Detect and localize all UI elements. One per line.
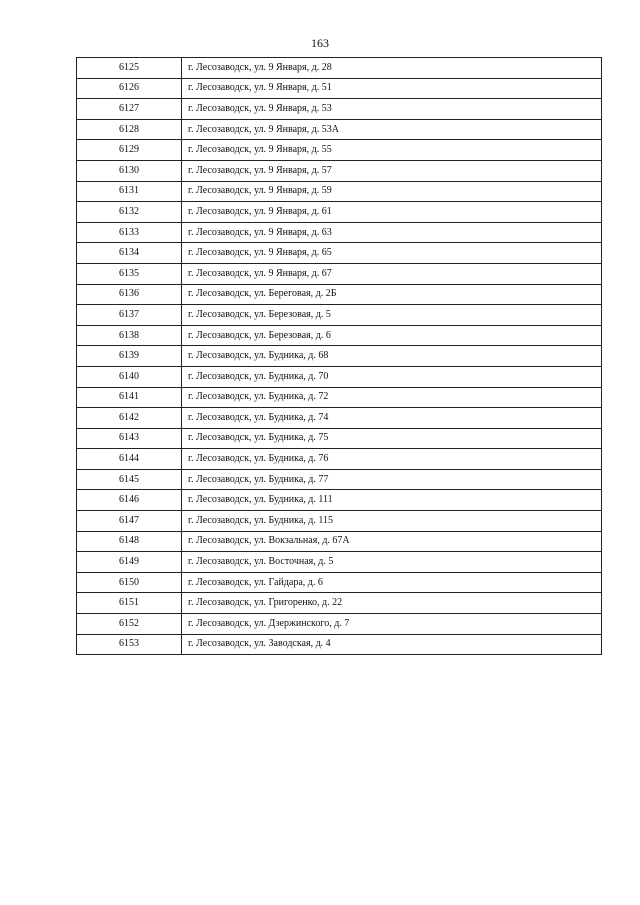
row-number: 6152 <box>77 614 182 635</box>
row-number: 6133 <box>77 222 182 243</box>
table-row <box>77 58 602 79</box>
row-address: г. Лесозаводск, ул. 9 Января, д. 59 <box>182 181 602 202</box>
row-address: г. Лесозаводск, ул. 9 Января, д. 61 <box>182 202 602 223</box>
table-row <box>77 469 602 490</box>
row-number: 6132 <box>77 202 182 223</box>
row-number: 6128 <box>77 119 182 140</box>
row-address: г. Лесозаводск, ул. 9 Января, д. 28 <box>182 58 602 79</box>
row-number: 6148 <box>77 531 182 552</box>
row-address: г. Лесозаводск, ул. Березовая, д. 5 <box>182 305 602 326</box>
row-number: 6151 <box>77 593 182 614</box>
row-number: 6131 <box>77 181 182 202</box>
row-number: 6149 <box>77 552 182 573</box>
row-number: 6140 <box>77 366 182 387</box>
row-number: 6126 <box>77 78 182 99</box>
page-number: 163 <box>311 36 329 50</box>
row-address: г. Лесозаводск, ул. Будника, д. 72 <box>182 387 602 408</box>
row-address: г. Лесозаводск, ул. Заводская, д. 4 <box>182 634 602 655</box>
row-number: 6141 <box>77 387 182 408</box>
row-number: 6142 <box>77 408 182 429</box>
row-address: г. Лесозаводск, ул. Будника, д. 68 <box>182 346 602 367</box>
table-row <box>77 634 602 655</box>
table-row <box>77 263 602 284</box>
row-number: 6129 <box>77 140 182 161</box>
table-row <box>77 366 602 387</box>
table-row <box>77 140 602 161</box>
table-row <box>77 428 602 449</box>
row-address: г. Лесозаводск, ул. 9 Января, д. 65 <box>182 243 602 264</box>
table-row <box>77 552 602 573</box>
row-address: г. Лесозаводск, ул. Березовая, д. 6 <box>182 325 602 346</box>
row-address: г. Лесозаводск, ул. Будника, д. 76 <box>182 449 602 470</box>
row-address: г. Лесозаводск, ул. Будника, д. 70 <box>182 366 602 387</box>
row-address: г. Лесозаводск, ул. 9 Января, д. 51 <box>182 78 602 99</box>
table-row <box>77 408 602 429</box>
row-address: г. Лесозаводск, ул. Вокзальная, д. 67А <box>182 531 602 552</box>
row-number: 6136 <box>77 284 182 305</box>
row-number: 6153 <box>77 634 182 655</box>
row-number: 6134 <box>77 243 182 264</box>
table-row <box>77 99 602 120</box>
address-table-body <box>77 58 602 655</box>
row-address: г. Лесозаводск, ул. 9 Января, д. 63 <box>182 222 602 243</box>
row-address: г. Лесозаводск, ул. Будника, д. 74 <box>182 408 602 429</box>
table-row <box>77 78 602 99</box>
row-number: 6139 <box>77 346 182 367</box>
row-number: 6147 <box>77 511 182 532</box>
row-number: 6138 <box>77 325 182 346</box>
row-address: г. Лесозаводск, ул. Будника, д. 77 <box>182 469 602 490</box>
row-address: г. Лесозаводск, ул. 9 Января, д. 55 <box>182 140 602 161</box>
row-address: г. Лесозаводск, ул. 9 Января, д. 53А <box>182 119 602 140</box>
row-address: г. Лесозаводск, ул. 9 Января, д. 57 <box>182 160 602 181</box>
row-address: г. Лесозаводск, ул. Гайдара, д. 6 <box>182 572 602 593</box>
table-row <box>77 614 602 635</box>
row-number: 6127 <box>77 99 182 120</box>
row-address: г. Лесозаводск, ул. 9 Января, д. 67 <box>182 263 602 284</box>
table-row <box>77 387 602 408</box>
table-row <box>77 160 602 181</box>
table-row <box>77 593 602 614</box>
table-row <box>77 511 602 532</box>
row-address: г. Лесозаводск, ул. Будника, д. 75 <box>182 428 602 449</box>
row-address: г. Лесозаводск, ул. Береговая, д. 2Б <box>182 284 602 305</box>
table-row <box>77 325 602 346</box>
table-row <box>77 181 602 202</box>
row-number: 6145 <box>77 469 182 490</box>
row-number: 6125 <box>77 58 182 79</box>
row-number: 6137 <box>77 305 182 326</box>
row-address: г. Лесозаводск, ул. 9 Января, д. 53 <box>182 99 602 120</box>
row-number: 6130 <box>77 160 182 181</box>
table-row <box>77 346 602 367</box>
table-row <box>77 119 602 140</box>
table-row <box>77 490 602 511</box>
row-number: 6150 <box>77 572 182 593</box>
row-address: г. Лесозаводск, ул. Дзержинского, д. 7 <box>182 614 602 635</box>
row-address: г. Лесозаводск, ул. Восточная, д. 5 <box>182 552 602 573</box>
table-row <box>77 572 602 593</box>
row-number: 6144 <box>77 449 182 470</box>
table-row <box>77 449 602 470</box>
address-table <box>76 57 602 655</box>
row-number: 6143 <box>77 428 182 449</box>
row-address: г. Лесозаводск, ул. Будника, д. 111 <box>182 490 602 511</box>
table-row <box>77 305 602 326</box>
table-row <box>77 243 602 264</box>
row-number: 6135 <box>77 263 182 284</box>
table-row <box>77 202 602 223</box>
table-row <box>77 222 602 243</box>
row-number: 6146 <box>77 490 182 511</box>
row-address: г. Лесозаводск, ул. Григоренко, д. 22 <box>182 593 602 614</box>
row-address: г. Лесозаводск, ул. Будника, д. 115 <box>182 511 602 532</box>
table-row <box>77 284 602 305</box>
table-row <box>77 531 602 552</box>
